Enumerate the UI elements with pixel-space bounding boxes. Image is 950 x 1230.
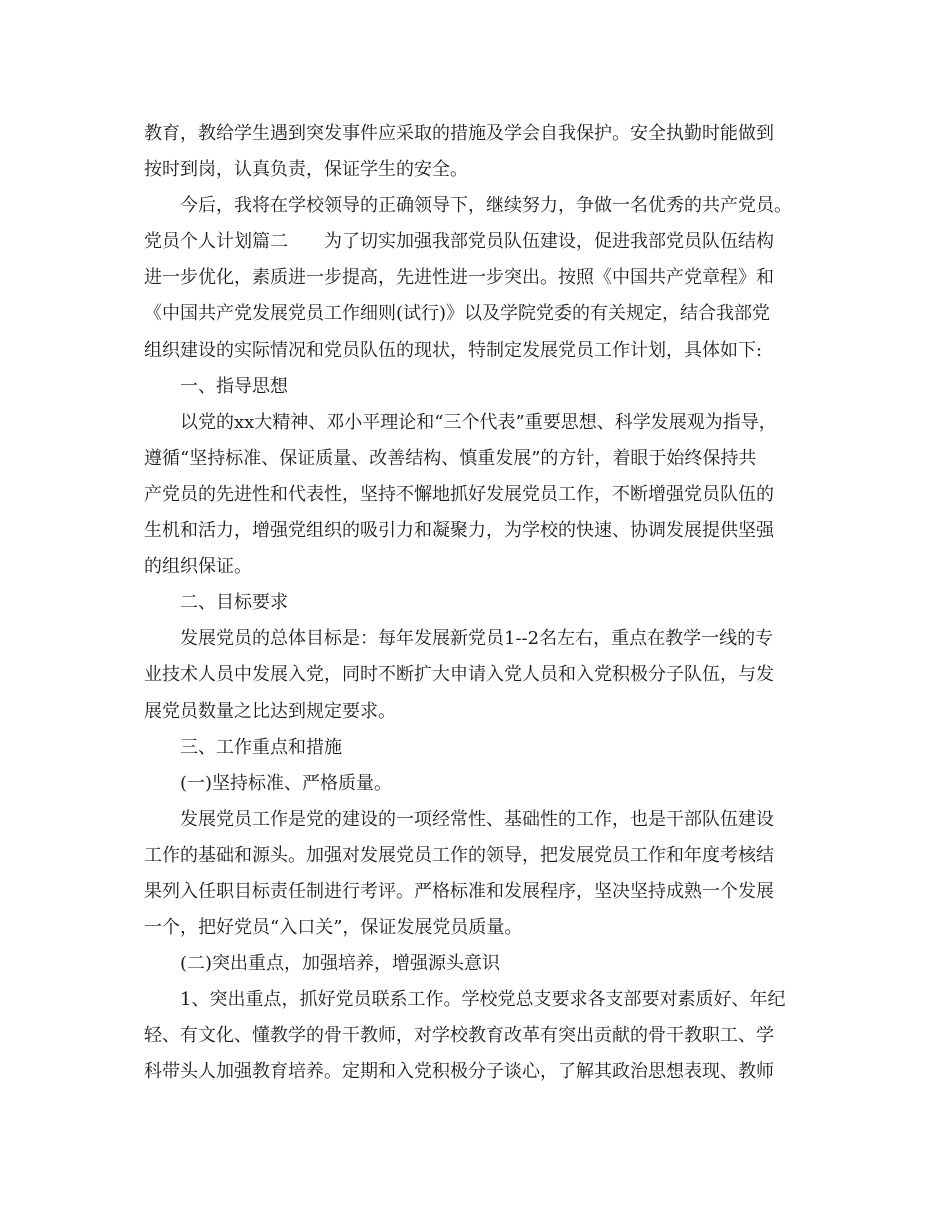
text-line: 业技术人员中发展入党，同时不断扩大申请入党人员和入党积极分子队伍，与发 [144,664,774,686]
text-line: 三、工作重点和措施 [180,736,342,758]
text-line: 进一步优化，素质进一步提高，先进性进一步突出。按照《中国共产党章程》和 [144,267,774,289]
text-line: 工作的基础和源头。加强对发展党员工作的领导，把发展党员工作和年度考核结 [144,844,774,866]
text-line: 发展党员的总体目标是：每年发展新党员1--2名左右，重点在教学一线的专 [180,628,774,650]
text-line: 产党员的先进性和代表性，坚持不懈地抓好发展党员工作，不断增强党员队伍的 [144,483,774,505]
text-line: 的组织保证。 [144,556,252,578]
text-line: 以党的xx大精神、邓小平理论和“三个代表”重要思想、科学发展观为指导， [180,411,777,433]
document-body [144,116,812,1091]
text-line: 生机和活力，增强党组织的吸引力和凝聚力，为学校的快速、协调发展提供坚强 [144,520,774,542]
text-line: (一)坚持标准、严格质量。 [180,772,393,794]
text-line: 组织建设的实际情况和党员队伍的现状，特制定发展党员工作计划，具体如下: [144,339,763,361]
text-line: 展党员数量之比达到规定要求。 [144,700,396,722]
text-line: 《中国共产党发展党员工作细则(试行)》以及学院党委的有关规定，结合我部党 [144,303,771,325]
text-line: 按时到岗，认真负责，保证学生的安全。 [144,159,468,181]
text-line: 一、指导思想 [180,375,288,397]
text-line: 今后，我将在学校领导的正确领导下，继续努力，争做一名优秀的共产党员。 [180,195,792,217]
text-line: 果列入任职目标责任制进行考评。严格标准和发展程序，坚决坚持成熟一个发展 [144,880,774,902]
text-line: 二、目标要求 [180,592,288,614]
text-line: 教育，教给学生遇到突发事件应采取的措施及学会自我保护。安全执勤时能做到 [144,123,774,144]
text-line: 1、突出重点，抓好党员联系工作。学校党总支要求各支部要对素质好、年纪 [180,989,786,1011]
text-line: (二)突出重点，加强培养，增强源头意识 [180,953,501,975]
text-line: 遵循“坚持标准、保证质量、改善结构、慎重发展”的方针，着眼于始终保持共 [144,447,757,469]
text-line: 一个，把好党员“入口关”，保证发展党员质量。 [144,917,523,939]
text-line: 发展党员工作是党的建设的一项经常性、基础性的工作，也是干部队伍建设 [180,808,774,830]
text-line: 党员个人计划篇二 为了切实加强我部党员队伍建设，促进我部党员队伍结构 [144,231,774,253]
text-line: 科带头人加强教育培养。定期和入党积极分子谈心，了解其政治思想表现、教师 [144,1061,774,1083]
text-line: 轻、有文化、懂教学的骨干教师，对学校教育改革有突出贡献的骨干教职工、学 [144,1025,774,1047]
